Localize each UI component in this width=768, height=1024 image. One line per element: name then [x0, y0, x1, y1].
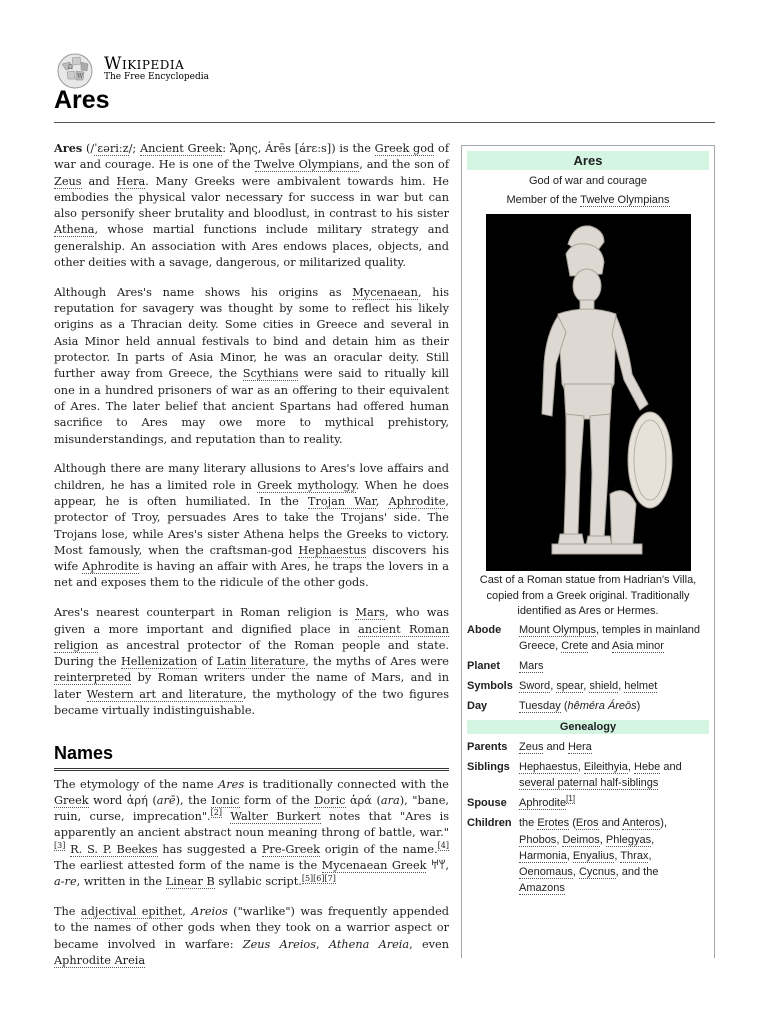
link-western-art[interactable]: Western art and literature: [86, 687, 243, 701]
wikipedia-globe-logo[interactable]: [54, 52, 96, 90]
infobox-title: Ares: [467, 151, 709, 170]
link-trojan-war[interactable]: Trojan War: [307, 494, 376, 508]
svg-text:Ω: Ω: [68, 64, 73, 71]
ref-1[interactable]: [1]: [566, 794, 575, 804]
lead-name: Ares: [54, 141, 83, 155]
link-adjectival-epithet[interactable]: adjectival epithet: [80, 905, 183, 919]
link-deimos[interactable]: Deimos: [562, 833, 600, 846]
link-erotes[interactable]: Erotes: [537, 817, 570, 830]
section-heading-names: Names: [54, 745, 449, 770]
row-symbols: Symbols Sword, spear, shield, helmet: [462, 676, 714, 696]
link-phlegyas[interactable]: Phlegyas: [605, 833, 652, 846]
link-mycenaean-greek[interactable]: Mycenaean Greek: [321, 859, 427, 873]
link-sib-hebe[interactable]: Hebe: [634, 760, 661, 773]
link-amazons[interactable]: Amazons: [519, 882, 565, 895]
tagline: The Free Encyclopedia: [104, 72, 209, 82]
link-twelve-olympians-infobox[interactable]: Twelve Olympians: [580, 194, 670, 206]
link-parent-hera[interactable]: Hera: [567, 740, 592, 753]
label-day: Day: [467, 700, 488, 713]
link-shield[interactable]: shield: [589, 680, 619, 693]
label-abode: Abode: [467, 623, 502, 636]
link-eros[interactable]: Eros: [575, 817, 599, 830]
link-sword[interactable]: Sword: [519, 680, 551, 693]
ref-4[interactable]: [4]: [437, 841, 450, 851]
article-body: [54, 140, 449, 983]
link-greek-god[interactable]: Greek god: [374, 142, 435, 155]
row-siblings: Siblings Hephaestus, Eileithyia, Hebe and several paternal half-siblings: [462, 757, 714, 793]
infobox: [461, 145, 715, 958]
row-spouse: [462, 793, 714, 813]
link-enyalius[interactable]: Enyalius: [572, 849, 615, 862]
link-zeus[interactable]: Zeus: [54, 174, 82, 188]
link-cycnus[interactable]: Cycnus: [578, 865, 616, 878]
label-children: Children: [467, 817, 512, 830]
paragraph-epithet: The adjectival epithet, Areios ("warlike") was frequently appended to the names of other gods when they took on a warrior aspect or became involved in warfare: Zeus Areios, Athena Areia, even Aphrodite Areia: [54, 905, 450, 968]
link-helmet[interactable]: helmet: [624, 680, 658, 693]
link-spouse-aphrodite[interactable]: Aphrodite: [519, 797, 567, 810]
link-roman-religion[interactable]: ancient Roman religion: [54, 622, 449, 652]
link-latin-literature[interactable]: Latin literature: [216, 655, 306, 669]
paragraph-origins: Although Ares's name shows his origins as Mycenaean, his reputation for savagery was thought by some to reflect his likely origins as a Thracian deity. Some cities in Greece and several in Asia Minor held annual festivals to bind and detain him as their protector. In parts of Asia Minor, he was an oracular deity. Still further away from Greece, the Scythians were said to ritually kill one in a hundred prisoners of war as an offering to their equivalent of Ares. The later belief that ancient Spartans had offered human sacrifice to Ares may owe more to mythical prehistory, misunderstandings, and reputation than to reality.: [54, 285, 449, 446]
label-parents: Parents: [467, 740, 508, 753]
row-planet: [462, 656, 714, 676]
link-sib-eileithyia[interactable]: Eileithyia: [583, 760, 628, 773]
link-mount-olympus[interactable]: Mount Olympus: [519, 623, 597, 636]
link-twelve-olympians[interactable]: Twelve Olympians: [254, 158, 360, 172]
link-aphrodite[interactable]: Aphrodite: [388, 494, 446, 508]
row-children: Children the Erotes (Eros and Anteros), Phobos, Deimos, Phlegyas, Harmonia, Enyalius, Thrax, Oenomaus, Cycnus, and the Amazons: [462, 813, 714, 898]
link-greek-mythology[interactable]: Greek mythology: [257, 478, 356, 492]
link-ipa[interactable]: ˈɛəriːz: [94, 142, 129, 155]
link-phobos[interactable]: Phobos: [519, 833, 557, 846]
ref-5-6-7[interactable]: [5][6][7]: [301, 873, 336, 883]
link-pre-greek[interactable]: Pre-Greek: [261, 842, 320, 856]
title-divider: [54, 122, 715, 123]
row-day: Day Tuesday (hêméra Áreōs): [462, 696, 714, 716]
ares-statue-image[interactable]: [486, 214, 691, 571]
label-siblings: Siblings: [467, 760, 510, 773]
link-tuesday[interactable]: Tuesday: [519, 700, 561, 713]
link-ionic[interactable]: Ionic: [211, 793, 240, 807]
link-asia-minor[interactable]: Asia minor: [611, 639, 664, 652]
link-spear[interactable]: spear: [556, 680, 584, 693]
infobox-member: Member of the Twelve Olympians: [506, 194, 670, 206]
link-beekes[interactable]: R. S. P. Beekes: [70, 842, 158, 856]
link-mars[interactable]: Mars: [355, 606, 385, 620]
link-aphrodite-areia[interactable]: Aphrodite Areia: [54, 954, 146, 968]
page-title: Ares: [54, 86, 110, 114]
label-symbols: Symbols: [467, 680, 513, 693]
link-athena[interactable]: Athena: [54, 223, 95, 237]
link-mycenaean[interactable]: Mycenaean: [352, 285, 418, 299]
link-harmonia[interactable]: Harmonia: [519, 849, 567, 862]
paragraph-mythology: Although there are many literary allusions to Ares's love affairs and children, he has a limited role in Greek mythology. When he does appear, he is often humiliated. In the Trojan War, Aphrodite, protector of Troy, persuades Ares to take the Trojans' side. The Trojans lose, while Ares's sister Athena helps the Greeks to victory. Most famously, when the craftsman-god Hephaestus discovers his wife Aphrodite is having an affair with Ares, he traps the lovers in a net and exposes them to the ridicule of the other gods.: [54, 462, 449, 590]
label-spouse: Spouse: [467, 797, 507, 810]
link-walter-burkert[interactable]: Walter Burkert: [230, 810, 321, 824]
link-anteros[interactable]: Anteros: [622, 817, 661, 830]
link-doric[interactable]: Doric: [314, 793, 346, 807]
wordmark[interactable]: Wikipedia: [104, 54, 185, 74]
svg-text:W: W: [77, 73, 84, 80]
link-greek[interactable]: Greek: [54, 793, 89, 807]
label-planet: Planet: [467, 659, 501, 672]
link-sib-half-siblings[interactable]: several paternal half-siblings: [519, 776, 659, 789]
paragraph-intro: Ares (/ˈɛəriːz/; Ancient Greek: Ἄρης, Árēs [árɛːs]) is the Greek god of war and courage. He is one of the Twelve Olympians, and the son of Zeus and Hera. Many Greeks were ambivalent towards him. He embodies the physical valor necessary for success in war but can also personify sheer brutality and bloodlust, in contrast to his sister Athena, whose martial functions include military strategy and generalship. An association with Ares endows places, objects, and other deities with a savage, dangerous, or militarized quality.: [54, 141, 449, 270]
link-ancient-greek[interactable]: Ancient Greek: [139, 142, 223, 155]
link-hera[interactable]: Hera: [116, 174, 146, 188]
genealogy-heading: Genealogy: [467, 720, 709, 734]
link-reinterpreted[interactable]: reinterpreted: [54, 671, 132, 685]
row-parents: Parents Zeus and Hera: [462, 737, 714, 757]
link-aphrodite-2[interactable]: Aphrodite: [82, 560, 140, 574]
paragraph-etymology: The etymology of the name Ares is traditionally connected with the Greek word ἀρή (arē), the Ionic form of the Doric ἀρά (ara), "bane, ruin, curse, imprecation".[2] Walter Burkert notes that "Ares is apparently an ancient abstract noun meaning throng of battle, war."[3] R. S. P. Beekes has suggested a Pre-Greek origin of the name.[4] The earliest attested form of the name is the Mycenaean Greek 𐀀𐀩, a-re, written in the Linear B syllabic script.[5][6][7]: [54, 777, 450, 889]
link-hephaestus[interactable]: Hephaestus: [298, 543, 367, 557]
image-caption: Cast of a Roman statue from Hadrian's Villa, copied from a Greek original. Traditionally identified as Ares or Hermes.: [479, 574, 697, 617]
row-abode: Abode Mount Olympus, temples in mainland Greece, Crete and Asia minor: [462, 620, 714, 656]
link-planet-mars[interactable]: Mars: [519, 659, 544, 672]
paragraph-roman: Ares's nearest counterpart in Roman religion is Mars, who was given a more important and dignified place in ancient Roman religion as ancestral protector of the Roman people and state. During the Hellenization of Latin literature, the myths of Ares were reinterpreted by Roman writers under the name of Mars, and in later Western art and literature, the mythology of the two figures became virtually indistinguishable.: [54, 606, 449, 717]
link-linear-b[interactable]: Linear B: [165, 875, 215, 889]
link-parent-zeus[interactable]: Zeus: [519, 740, 544, 753]
link-hellenization[interactable]: Hellenization: [120, 655, 198, 669]
link-thrax[interactable]: Thrax: [620, 849, 649, 862]
link-sib-hephaestus[interactable]: Hephaestus: [519, 760, 578, 773]
link-oenomaus[interactable]: Oenomaus: [519, 865, 573, 878]
ref-3[interactable]: [3]: [54, 841, 66, 851]
ref-2[interactable]: [2]: [210, 808, 222, 818]
link-crete[interactable]: Crete: [561, 639, 589, 652]
link-scythians[interactable]: Scythians: [242, 367, 299, 381]
infobox-subtitle: God of war and courage: [528, 175, 648, 187]
